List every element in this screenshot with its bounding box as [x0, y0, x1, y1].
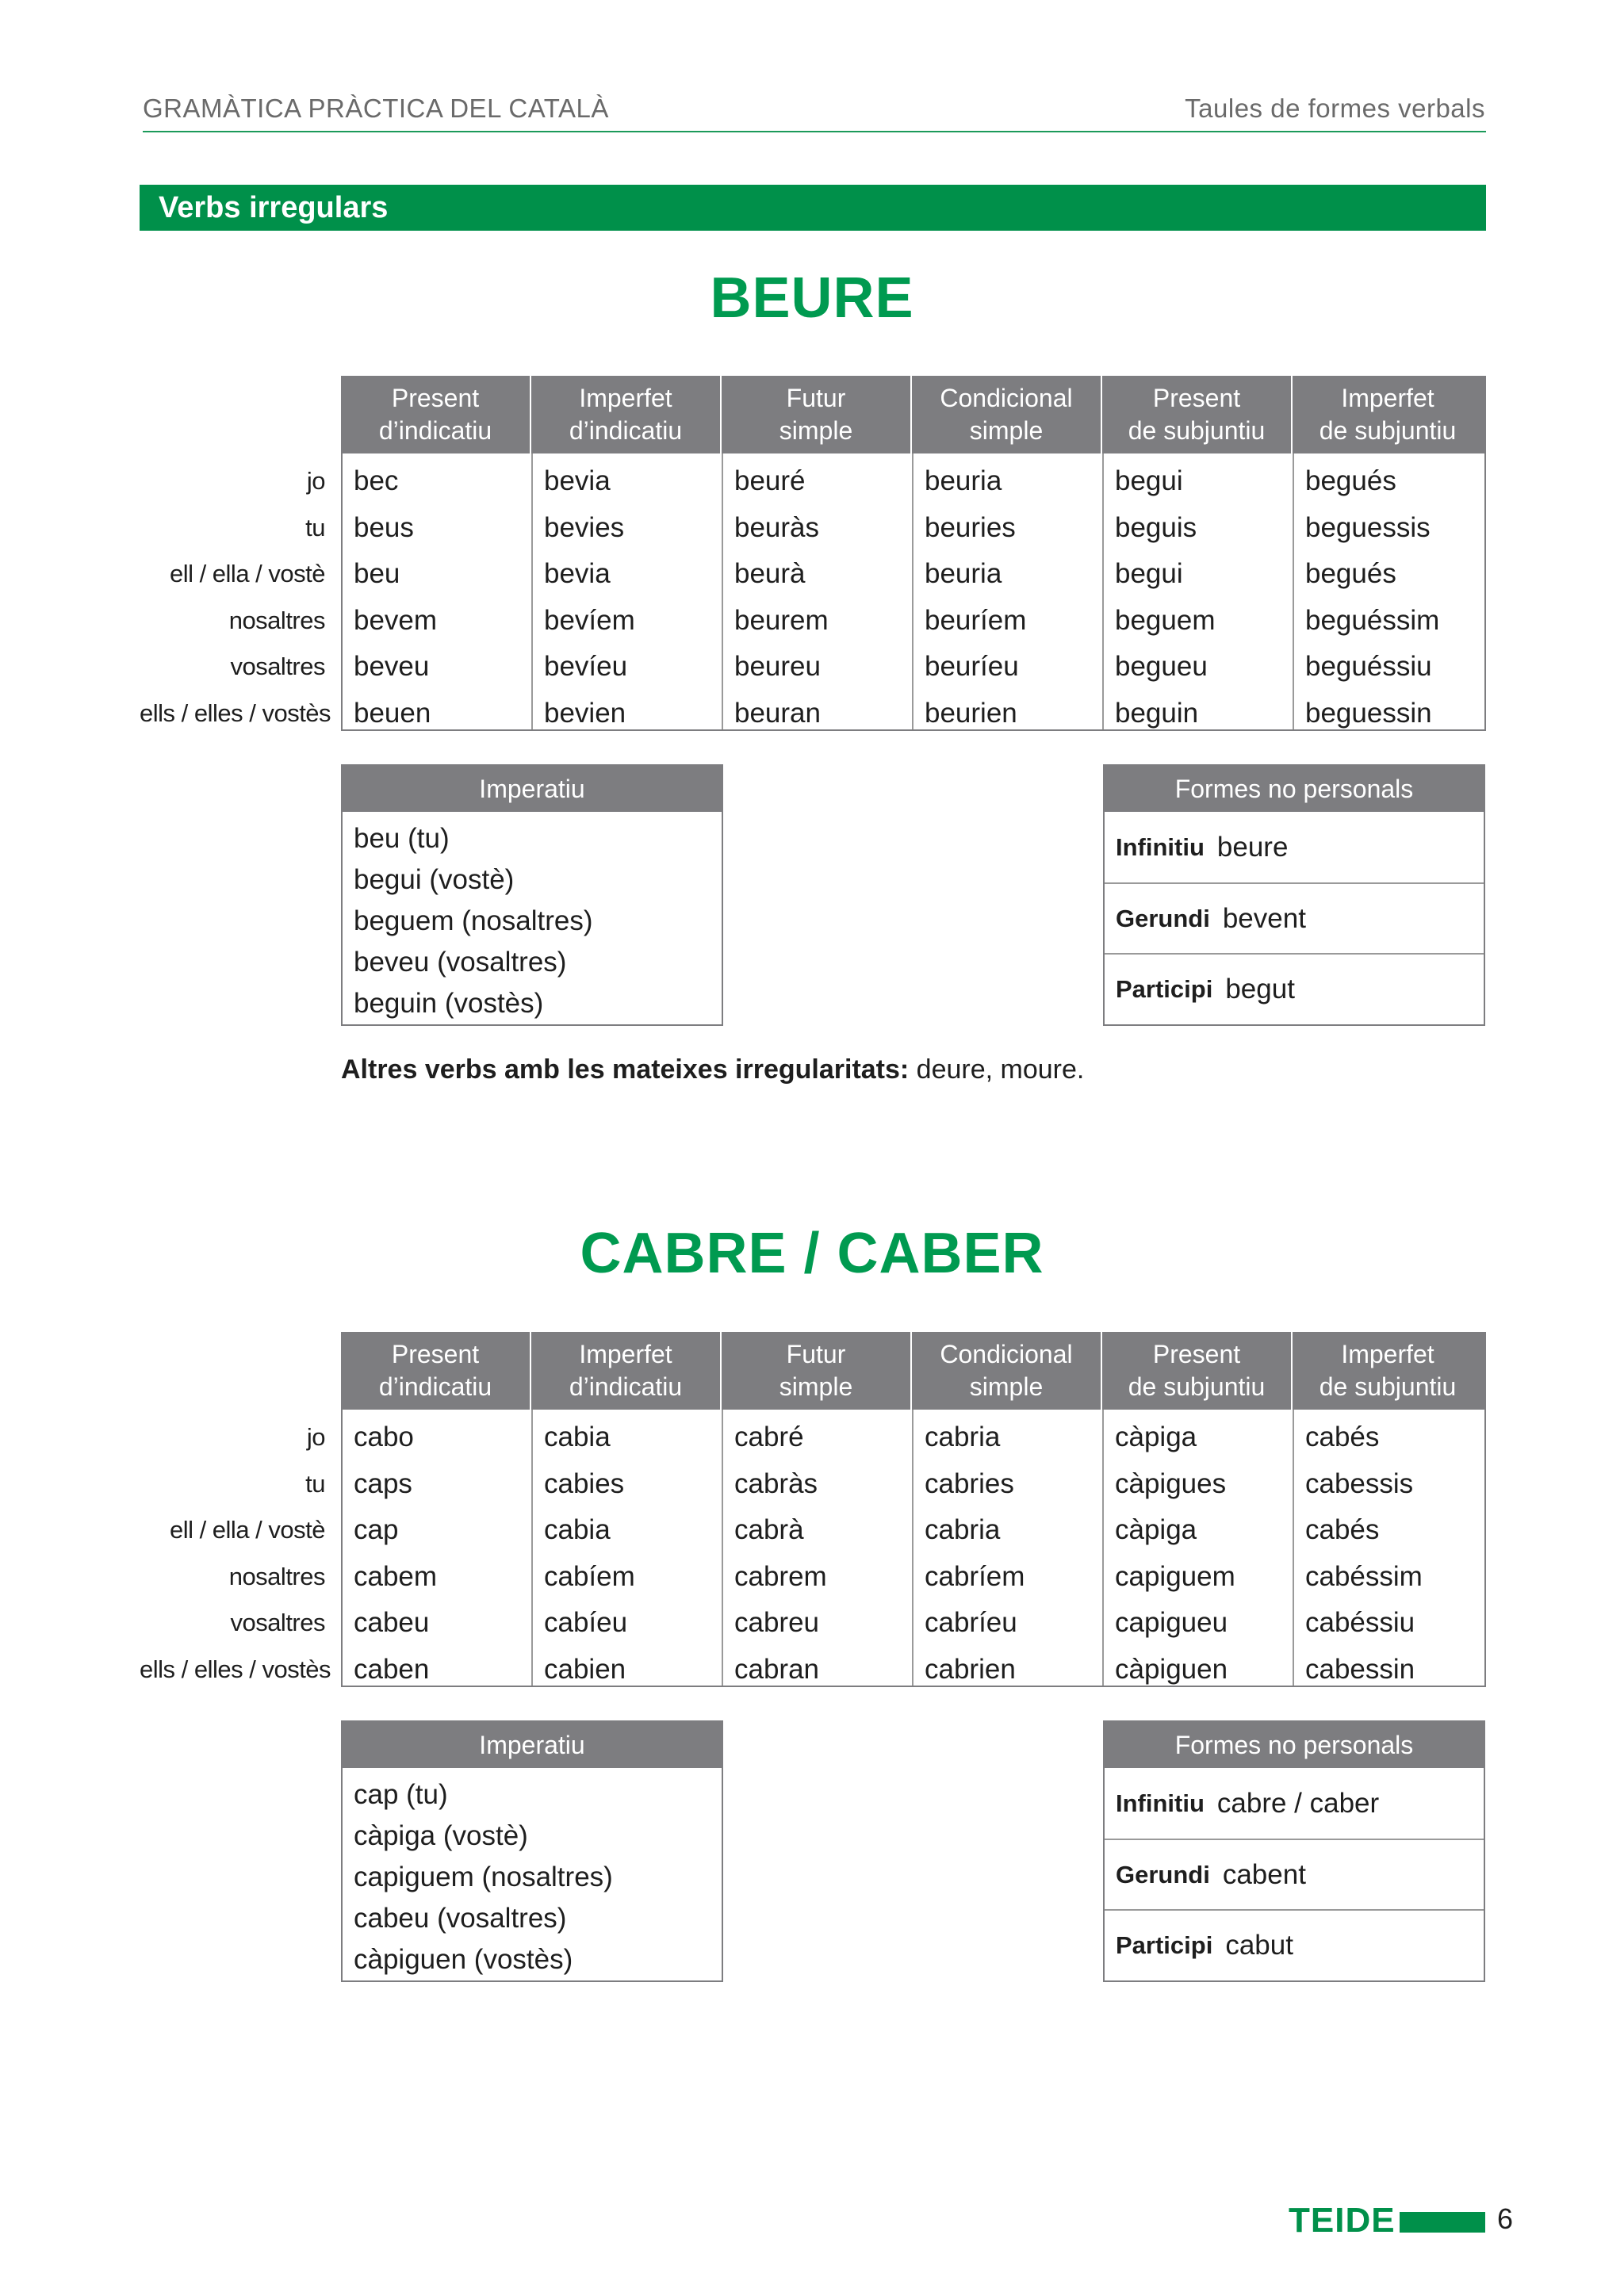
verb-form: bevia	[544, 558, 611, 589]
footer-green-bar	[1400, 2212, 1485, 2233]
tense-header: Condicional simple	[912, 376, 1102, 453]
participle-value: cabut	[1225, 1929, 1293, 1961]
imperative-form: cap (tu)	[354, 1779, 448, 1810]
verb-form: càpigues	[1115, 1468, 1227, 1499]
verb-form: caps	[354, 1468, 412, 1499]
verb-form: bevies	[544, 511, 625, 543]
conjugation-table-beure	[140, 376, 1486, 733]
verb-form: beurà	[734, 558, 806, 589]
conjugation-body	[341, 453, 1486, 731]
person-labels	[140, 458, 331, 737]
tense-column	[343, 1410, 533, 1686]
verb-form: beuré	[734, 465, 806, 496]
tense-column	[533, 453, 723, 729]
person-label: ell / ella / vostè	[169, 1516, 325, 1544]
verb-form: begui	[1115, 465, 1183, 496]
tense-header-row	[341, 1332, 1486, 1410]
verb-form: beguéssiu	[1305, 651, 1432, 682]
gerund-value: cabent	[1222, 1858, 1306, 1890]
verb-form: beguem	[1115, 604, 1216, 636]
person-label: nosaltres	[228, 606, 325, 634]
imperative-list	[343, 812, 722, 1024]
verb-form: beuria	[925, 465, 1002, 496]
participle-row	[1105, 1909, 1484, 1980]
verb-form: capiguem	[1115, 1560, 1235, 1592]
verb-form: beuran	[734, 697, 821, 729]
tense-header: Futur simple	[722, 376, 912, 453]
verb-form: beveu	[354, 651, 430, 682]
verb-form: cabés	[1305, 1514, 1380, 1545]
verb-form: cabran	[734, 1653, 820, 1685]
tense-column	[723, 1410, 914, 1686]
verb-form: beureu	[734, 651, 821, 682]
tense-header: Imperfet d’indicatiu	[531, 376, 722, 453]
tense-header: Present de subjuntiu	[1102, 1332, 1293, 1410]
verb-form: cabéssiu	[1305, 1607, 1415, 1638]
gerund-row	[1105, 1839, 1484, 1909]
verb-form: bec	[354, 465, 399, 496]
verb-form: cabíeu	[544, 1607, 628, 1638]
person-label: jo	[306, 1423, 325, 1451]
imperative-header: Imperatiu	[343, 766, 722, 812]
participle-label: Participi	[1116, 974, 1213, 1003]
non-personal-box-beure	[1103, 764, 1485, 1026]
person-label: vosaltres	[230, 1609, 325, 1636]
person-label: nosaltres	[228, 1562, 325, 1590]
other-verbs-label: Altres verbs amb les mateixes irregularitats:	[341, 1054, 910, 1085]
gerund-label: Gerundi	[1116, 1860, 1210, 1888]
imperative-form: beguem (nosaltres)	[354, 905, 593, 936]
verb-form: cabrà	[734, 1514, 804, 1545]
person-label: ell / ella / vostè	[169, 560, 325, 587]
tense-column	[914, 1410, 1104, 1686]
verb-form: cabies	[544, 1468, 625, 1499]
conjugation-body	[341, 1410, 1486, 1687]
imperative-form: beu (tu)	[354, 823, 450, 854]
verb-form: beuríem	[925, 604, 1027, 636]
verb-form: beu	[354, 558, 400, 589]
imperative-box-cabre	[341, 1720, 723, 1982]
person-label: ells / elles / vostès	[140, 698, 331, 727]
tense-header: Imperfet de subjuntiu	[1319, 384, 1457, 445]
verb-form: beuríeu	[925, 651, 1019, 682]
other-verbs-note	[341, 1054, 1084, 1085]
verb-form: beguessis	[1305, 511, 1431, 543]
verb-form: cabrien	[925, 1653, 1016, 1685]
tense-column	[1104, 1410, 1294, 1686]
verb-form: bevíem	[544, 604, 635, 636]
imperative-form: beveu (vosaltres)	[354, 947, 567, 978]
tense-column	[1294, 1410, 1484, 1686]
verb-form: beurem	[734, 604, 829, 636]
verb-form: caben	[354, 1653, 430, 1685]
tense-header: Imperfet d’indicatiu	[531, 1332, 722, 1410]
tense-header: Present d’indicatiu	[341, 376, 531, 453]
page-number: 6	[1497, 2202, 1514, 2235]
verb-form: capigueu	[1115, 1607, 1228, 1638]
other-verbs-value: deure, moure.	[909, 1054, 1085, 1085]
infinitive-row	[1105, 812, 1484, 882]
verb-form: cabessis	[1305, 1468, 1414, 1499]
verb-form: begués	[1305, 465, 1396, 496]
imperative-header: Imperatiu	[343, 1722, 722, 1768]
tense-header: Present d’indicatiu	[341, 1332, 531, 1410]
verb-form: beuria	[925, 558, 1002, 589]
non-personal-box-cabre	[1103, 1720, 1485, 1982]
verb-form: cabria	[925, 1514, 1001, 1545]
tense-column	[914, 453, 1104, 729]
verb-form: cabríeu	[925, 1607, 1017, 1638]
verb-form: cabeu	[354, 1607, 430, 1638]
header-section-name: Taules de formes verbals	[1185, 94, 1485, 123]
imperative-form: beguin (vostès)	[354, 988, 544, 1019]
verb-form: begui	[1115, 558, 1183, 589]
participle-label: Participi	[1116, 1931, 1213, 1959]
gerund-label: Gerundi	[1116, 904, 1210, 932]
conjugation-table-cabre	[140, 1332, 1486, 1689]
person-label: tu	[305, 513, 325, 541]
verb-form: cabré	[734, 1422, 804, 1452]
verb-form: bevem	[354, 604, 438, 636]
verb-form: bevien	[544, 697, 626, 729]
verb-form: cabíem	[544, 1560, 635, 1592]
verb-form: cabessin	[1305, 1653, 1415, 1685]
verb-form: bevia	[544, 465, 611, 496]
verb-form: beuen	[354, 697, 431, 729]
verb-form: cabrem	[734, 1560, 827, 1592]
verb-form: cabràs	[734, 1468, 818, 1499]
verb-form: bevíeu	[544, 651, 628, 682]
verb-form: cabien	[544, 1653, 626, 1685]
verb-form: beguessin	[1305, 697, 1432, 729]
infinitive-value: beure	[1216, 831, 1289, 863]
participle-value: begut	[1225, 973, 1295, 1004]
person-label: tu	[305, 1469, 325, 1498]
verb-form: cabries	[925, 1468, 1014, 1499]
verb-form: cabéssim	[1305, 1560, 1423, 1592]
imperative-list	[343, 1768, 722, 1980]
person-label: jo	[306, 467, 325, 495]
non-personal-header: Formes no personals	[1105, 1722, 1484, 1768]
verb-title-cabre: CABRE / CABER	[580, 1222, 1044, 1285]
imperative-form: càpiguen (vostès)	[354, 1944, 573, 1975]
imperative-form: begui (vostè)	[354, 864, 515, 895]
tense-header-row	[341, 376, 1486, 453]
verb-form: cabés	[1305, 1422, 1380, 1452]
verb-form: cabria	[925, 1422, 1001, 1452]
verb-form: beuràs	[734, 511, 820, 543]
verb-form: beurien	[925, 697, 1017, 729]
verb-form: cabia	[544, 1422, 611, 1452]
verb-form: begués	[1305, 558, 1396, 589]
person-labels	[140, 1414, 331, 1693]
verb-title-beure: BEURE	[710, 266, 914, 330]
non-personal-header: Formes no personals	[1105, 766, 1484, 812]
verb-form: beuries	[925, 511, 1016, 543]
verb-form: càpiguen	[1115, 1653, 1228, 1685]
person-label: ells / elles / vostès	[140, 1655, 331, 1683]
tense-header: Imperfet de subjuntiu	[1319, 1340, 1457, 1401]
verb-form: càpiga	[1115, 1422, 1197, 1452]
verb-form: càpiga	[1115, 1514, 1197, 1545]
publisher-logo: TEIDE	[1289, 2201, 1396, 2240]
verb-form: cabreu	[734, 1607, 820, 1638]
tense-header: Futur simple	[722, 1332, 912, 1410]
section-title: Verbs irregulars	[159, 191, 389, 224]
infinitive-value: cabre / caber	[1216, 1787, 1380, 1819]
participle-row	[1105, 953, 1484, 1024]
verb-form: cabo	[354, 1422, 414, 1452]
tense-column	[1294, 453, 1484, 729]
tense-header: Condicional simple	[912, 1332, 1102, 1410]
verb-form: begueu	[1115, 651, 1208, 682]
infinitive-row	[1105, 1768, 1484, 1839]
imperative-form: càpiga (vostè)	[354, 1820, 528, 1851]
gerund-value: bevent	[1222, 902, 1306, 934]
verb-form: cap	[354, 1514, 399, 1545]
verb-form: beguin	[1115, 697, 1199, 729]
infinitive-label: Infinitiu	[1116, 1789, 1205, 1817]
tense-column	[343, 453, 533, 729]
person-label: vosaltres	[230, 652, 325, 680]
verb-form: beguéssim	[1305, 604, 1440, 636]
tense-column	[723, 453, 914, 729]
imperative-box-beure	[341, 764, 723, 1026]
imperative-form: cabeu (vosaltres)	[354, 1903, 567, 1934]
imperative-form: capiguem (nosaltres)	[354, 1862, 613, 1892]
gerund-row	[1105, 882, 1484, 953]
verb-form: beus	[354, 511, 414, 543]
section-title-bar	[140, 185, 1486, 231]
tense-header: Present de subjuntiu	[1102, 376, 1293, 453]
infinitive-label: Infinitiu	[1116, 832, 1205, 861]
tense-column	[1104, 453, 1294, 729]
verb-form: cabia	[544, 1514, 611, 1545]
verb-form: cabríem	[925, 1560, 1025, 1592]
header-book-title: GRAMÀTICA PRÀCTICA DEL CATALÀ	[143, 94, 609, 123]
header-divider	[143, 131, 1486, 132]
verb-form: beguis	[1115, 511, 1197, 543]
verb-form: cabem	[354, 1560, 438, 1592]
tense-column	[533, 1410, 723, 1686]
